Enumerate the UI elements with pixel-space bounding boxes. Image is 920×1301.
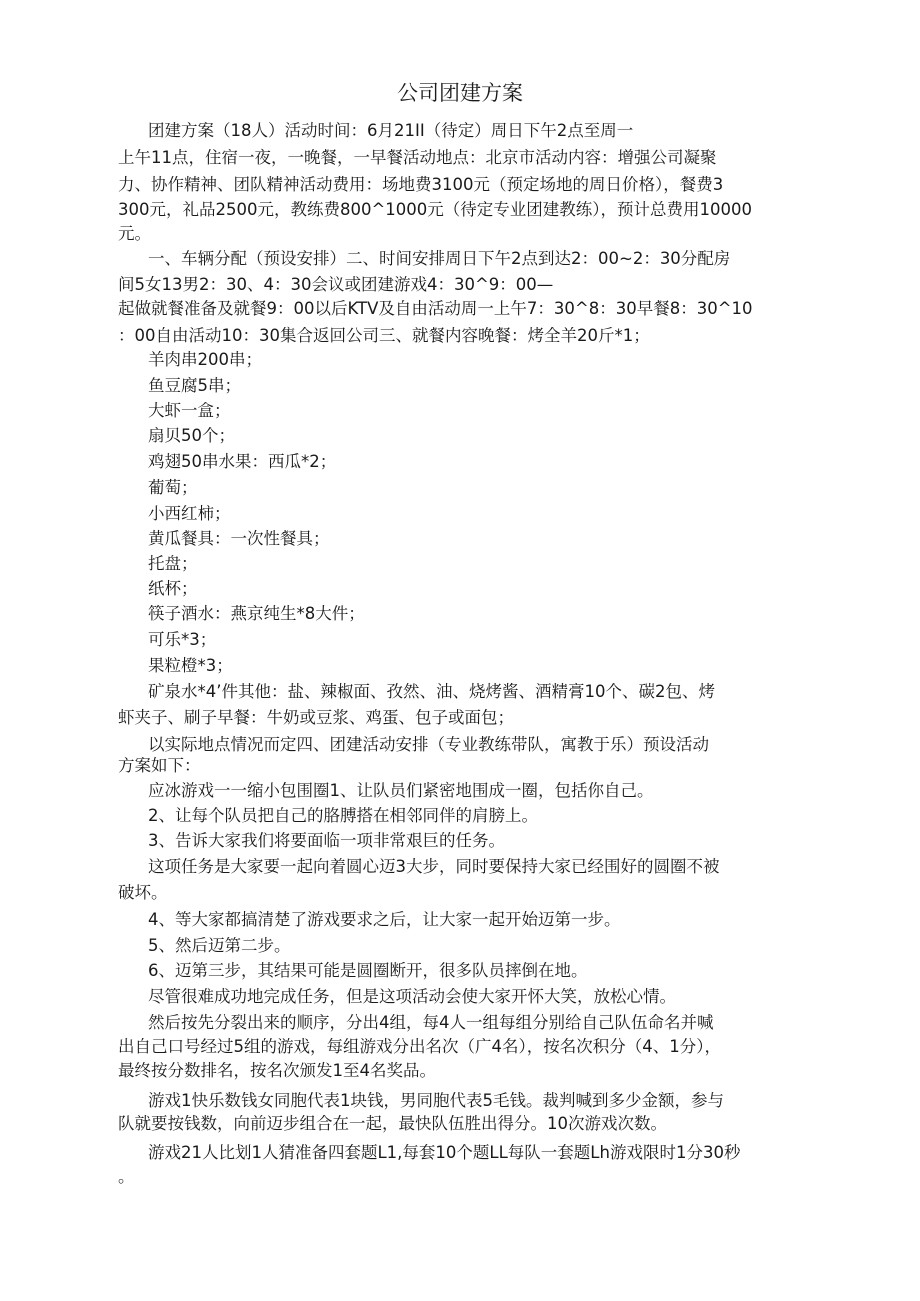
list-item: 大虾一盒； (148, 401, 231, 420)
list-item: 扇贝50个； (148, 426, 235, 445)
text-line: 应冰游戏一一缩小包围圈1、让队员们紧密地围成一圈，包括你自己。 (148, 781, 654, 800)
text-line: 力、协作精神、团队精神活动费用：场地费3100元（预定场地的周日价格），餐费3 (118, 175, 724, 194)
text-line: 。 (118, 1167, 135, 1186)
text-line: 最终按分数排名，按名次颁发1至4名奖品。 (118, 1061, 436, 1080)
list-item: 黄瓜餐具：一次性餐具； (148, 529, 330, 548)
page-title: 公司团建方案 (397, 81, 523, 105)
text-line: 5、然后迈第二步。 (148, 936, 291, 955)
text-line: 2、让每个队员把自己的胳膊搭在相邻同伴的肩膀上。 (148, 806, 538, 825)
list-item: 葡萄； (148, 478, 198, 497)
list-item: 果粒橙*3； (148, 656, 233, 675)
text-line: 然后按先分裂出来的顺序，分出4组，每4人一组每组分别给自己队伍命名并喊 (148, 1013, 714, 1032)
list-item: 鸡翅50串水果：西瓜*2； (148, 452, 337, 471)
text-line: 尽管很难成功地完成任务，但是这项活动会使大家开怀大笑，放松心情。 (148, 987, 676, 1006)
list-item: 可乐*3； (148, 630, 217, 649)
text-line: 以实际地点情况而定四、团建活动安排（专业教练带队，寓教于乐）预设活动 (148, 735, 709, 754)
text-line: 4、等大家都搞清楚了游戏要求之后，让大家一起开始迈第一步。 (148, 910, 621, 929)
text-line: 破坏。 (118, 883, 168, 902)
text-line: 上午11点，住宿一夜，一晚餐，一早餐活动地点：北京市活动内容：增强公司凝聚 (118, 148, 717, 167)
text-line: 方案如下： (118, 756, 201, 775)
text-line: 游戏21人比划1人猜准备四套题L1,每套10个题LL每队一套题Lh游戏限时1分30秒 (148, 1143, 741, 1162)
list-item: 筷子酒水：燕京纯生*8大件； (148, 604, 365, 623)
list-item: 鱼豆腐5串； (148, 376, 241, 395)
text-line: 队就要按钱数，向前迈步组合在一起，最快队伍胜出得分。10次游戏次数。 (118, 1114, 667, 1133)
text-line: 虾夹子、刷子早餐：牛奶或豆浆、鸡蛋、包子或面包； (118, 708, 514, 727)
text-line: 一、车辆分配（预设安排）二、时间安排周日下午2点到达2：00~2：30分配房 (148, 249, 731, 268)
text-line: 300元，礼品2500元，教练费800^1000元（待定专业团建教练），预计总费用10000 (118, 200, 753, 219)
text-line: ：00自由活动10：30集合返回公司三、就餐内容晚餐：烤全羊20斤*1； (118, 326, 650, 345)
text-line: 元。 (118, 224, 151, 243)
text-line: 这项任务是大家要一起向着圆心迈3大步，同时要保持大家已经围好的圆圈不被 (148, 857, 720, 876)
list-item: 纸杯； (148, 579, 198, 598)
text-line: 起做就餐准备及就餐9：00以后KTV及自由活动周一上午7：30^8：30早餐8：30^10 (118, 299, 753, 318)
text-line: 团建方案（18人）活动时间：6月21II（待定）周日下午2点至周一 (148, 121, 634, 140)
text-line: 间5女13男2：30、4：30会议或团建游戏4：30^9：00— (118, 275, 554, 294)
list-item: 小西红柿； (148, 504, 231, 523)
list-item: 羊肉串200串； (148, 350, 262, 369)
text-line: 出自己口号经过5组的游戏，每组游戏分出名次（广4名），按名次积分（4、1分）， (118, 1037, 721, 1056)
list-item: 托盘； (148, 554, 198, 573)
text-line: 游戏1快乐数钱女同胞代表1块钱，男同胞代表5毛钱。裁判喊到多少金额，参与 (148, 1091, 724, 1110)
text-line: 6、迈第三步，其结果可能是圆圈断开，很多队员摔倒在地。 (148, 961, 588, 980)
text-line: 3、告诉大家我们将要面临一项非常艰巨的任务。 (148, 831, 505, 850)
text-line: 矿泉水*4’件其他：盐、辣椒面、孜然、油、烧烤酱、酒精膏10个、碳2包、烤 (148, 682, 715, 701)
